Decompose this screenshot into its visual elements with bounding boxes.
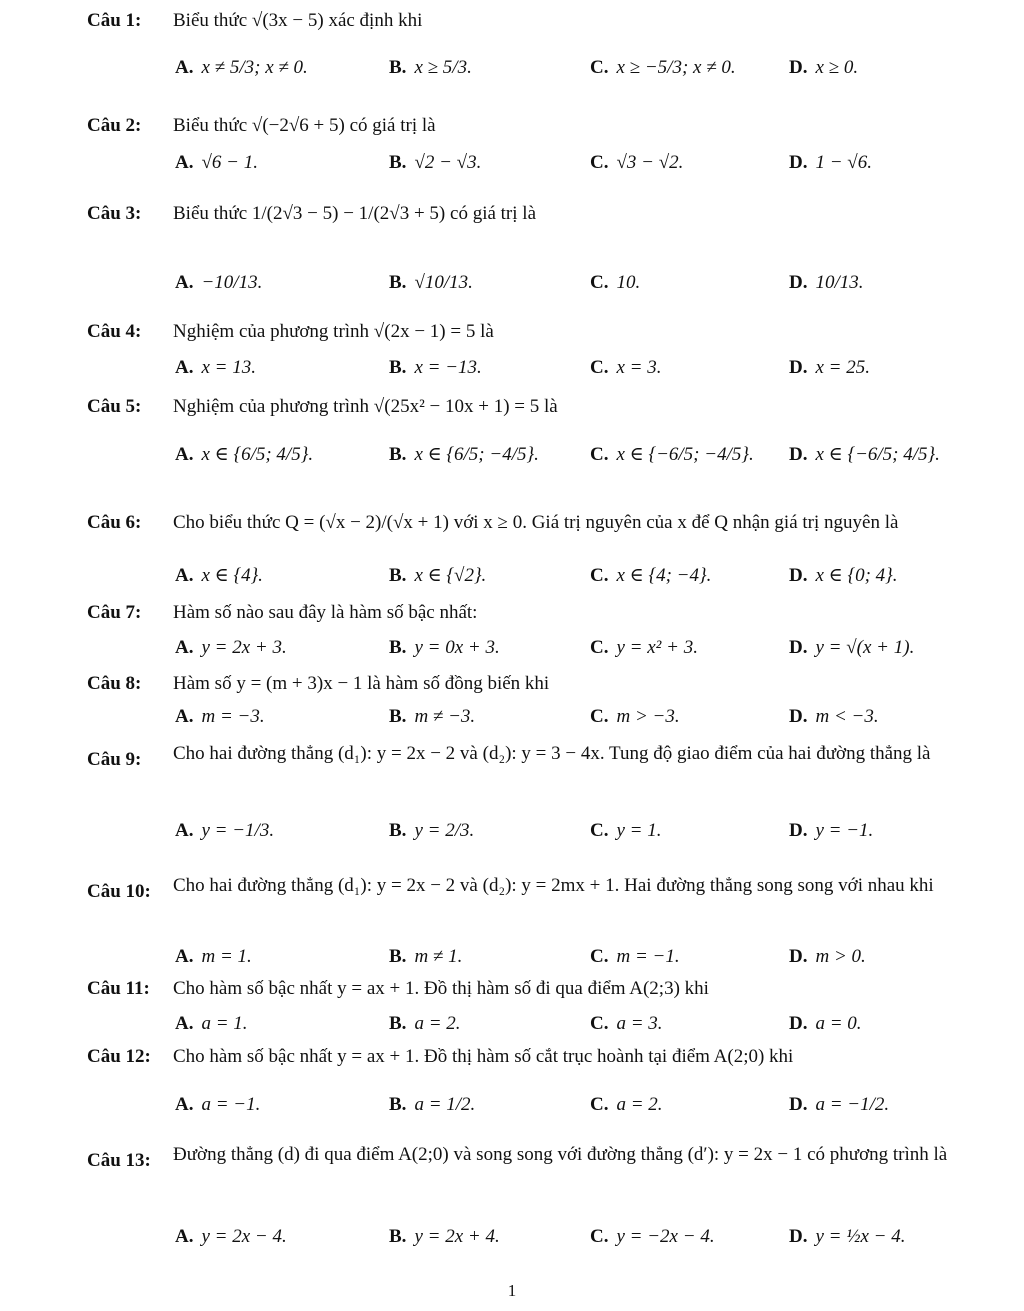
- question-number: Câu 9:: [87, 749, 142, 770]
- option-c[interactable]: C. y = x² + 3.: [590, 637, 698, 658]
- question-3-options: [175, 270, 975, 296]
- option-b[interactable]: B. a = 1/2.: [389, 1094, 476, 1115]
- option-c[interactable]: C. m = −1.: [590, 946, 680, 967]
- question-text: Biểu thức √(−2√6 + 5) có giá trị là: [173, 115, 436, 136]
- option-a[interactable]: A. y = −1/3.: [175, 820, 275, 841]
- option-c[interactable]: C. a = 3.: [590, 1013, 663, 1034]
- question-text: Đường thẳng (d) đi qua điểm A(2;0) và song song với đường thẳng (d′): y = 2x − 1 có phương trình là: [173, 1144, 948, 1165]
- question-number: Câu 7:: [87, 602, 142, 623]
- question-text: Hàm số nào sau đây là hàm số bậc nhất:: [173, 602, 478, 623]
- question-13: [87, 1138, 997, 1172]
- option-a[interactable]: A. a = −1.: [175, 1094, 261, 1115]
- option-c[interactable]: C. a = 2.: [590, 1094, 663, 1115]
- question-12: [87, 1046, 997, 1068]
- question-text: Nghiệm của phương trình √(25x² − 10x + 1) = 5 là: [173, 396, 558, 417]
- question-text: Cho biểu thức Q = (√x − 2)/(√x + 1) với x ≥ 0. Giá trị nguyên của x để Q nhận giá trị nguyên là: [173, 512, 899, 533]
- option-d[interactable]: D. y = ½x − 4.: [789, 1226, 906, 1247]
- option-d[interactable]: D. x ∈ {−6/5; 4/5}.: [789, 444, 940, 465]
- question-text: Cho hàm số bậc nhất y = ax + 1. Đồ thị hàm số đi qua điểm A(2;3) khi: [173, 978, 709, 999]
- question-1: [87, 10, 997, 32]
- question-5: [87, 396, 997, 418]
- question-9: [87, 737, 997, 771]
- option-c[interactable]: C. y = 1.: [590, 820, 662, 841]
- question-number: Câu 4:: [87, 321, 142, 342]
- option-c[interactable]: C. x ∈ {−6/5; −4/5}.: [590, 444, 754, 465]
- option-b[interactable]: B. x ∈ {6/5; −4/5}.: [389, 444, 539, 465]
- option-a[interactable]: A. a = 1.: [175, 1013, 248, 1034]
- question-text: Biểu thức 1/(2√3 − 5) − 1/(2√3 + 5) có giá trị là: [173, 203, 537, 224]
- option-c[interactable]: C. x ∈ {4; −4}.: [590, 565, 712, 586]
- question-8-options: [175, 704, 975, 730]
- option-d[interactable]: D. 1 − √6.: [789, 152, 872, 173]
- option-c[interactable]: C. x = 3.: [590, 357, 662, 378]
- option-d[interactable]: D. m < −3.: [789, 706, 879, 727]
- option-d[interactable]: D. 10/13.: [789, 272, 864, 293]
- question-number: Câu 13:: [87, 1150, 151, 1171]
- question-2-options: [175, 150, 975, 176]
- option-c[interactable]: C. x ≥ −5/3; x ≠ 0.: [590, 57, 736, 78]
- question-text: Cho hai đường thẳng (d₁): y = 2x − 2 và (d₂): y = 2mx + 1. Hai đường thẳng song song với nhau khi: [173, 875, 934, 896]
- question-text: Cho hai đường thẳng (d₁): y = 2x − 2 và (d₂): y = 3 − 4x. Tung độ giao điểm của hai đường thẳng là: [173, 743, 931, 764]
- question-12-options: [175, 1092, 975, 1118]
- option-b[interactable]: B. y = 2/3.: [389, 820, 475, 841]
- option-d[interactable]: D. a = −1/2.: [789, 1094, 890, 1115]
- question-10-options: [175, 944, 975, 970]
- question-number: Câu 6:: [87, 512, 142, 533]
- option-b[interactable]: B. x = −13.: [389, 357, 482, 378]
- option-a[interactable]: A. √6 − 1.: [175, 152, 258, 173]
- question-2: [87, 115, 997, 137]
- option-a[interactable]: A. x = 13.: [175, 357, 256, 378]
- option-b[interactable]: B. √10/13.: [389, 272, 473, 293]
- question-number: Câu 11:: [87, 978, 150, 999]
- option-a[interactable]: A. x ∈ {4}.: [175, 565, 263, 586]
- option-d[interactable]: D. y = √(x + 1).: [789, 637, 915, 658]
- option-a[interactable]: A. −10/13.: [175, 272, 263, 293]
- question-5-options: [175, 442, 975, 468]
- option-b[interactable]: B. y = 0x + 3.: [389, 637, 500, 658]
- question-9-options: [175, 818, 975, 844]
- option-d[interactable]: D. m > 0.: [789, 946, 866, 967]
- option-b[interactable]: B. x ≥ 5/3.: [389, 57, 472, 78]
- option-d[interactable]: D. x ≥ 0.: [789, 57, 859, 78]
- option-d[interactable]: D. a = 0.: [789, 1013, 862, 1034]
- question-11-options: [175, 1011, 975, 1037]
- option-a[interactable]: A. m = −3.: [175, 706, 265, 727]
- question-11: [87, 978, 997, 1000]
- option-a[interactable]: A. x ≠ 5/3; x ≠ 0.: [175, 57, 308, 78]
- question-10: [87, 869, 997, 903]
- question-text: Hàm số y = (m + 3)x − 1 là hàm số đồng biến khi: [173, 673, 550, 694]
- option-a[interactable]: A. x ∈ {6/5; 4/5}.: [175, 444, 314, 465]
- question-7-options: [175, 635, 975, 661]
- question-4-options: [175, 355, 975, 381]
- question-text: Nghiệm của phương trình √(2x − 1) = 5 là: [173, 321, 494, 342]
- option-a[interactable]: A. y = 2x − 4.: [175, 1226, 287, 1247]
- option-b[interactable]: B. x ∈ {√2}.: [389, 565, 487, 586]
- question-6: [87, 512, 997, 534]
- option-c[interactable]: C. 10.: [590, 272, 641, 293]
- option-d[interactable]: D. y = −1.: [789, 820, 874, 841]
- option-b[interactable]: B. m ≠ −3.: [389, 706, 476, 727]
- question-7: [87, 602, 997, 624]
- question-3: [87, 203, 997, 225]
- question-number: Câu 2:: [87, 115, 142, 136]
- option-b[interactable]: B. √2 − √3.: [389, 152, 482, 173]
- question-13-options: [175, 1224, 975, 1250]
- option-a[interactable]: A. m = 1.: [175, 946, 252, 967]
- question-number: Câu 5:: [87, 396, 142, 417]
- question-8: [87, 673, 997, 695]
- question-text: Cho hàm số bậc nhất y = ax + 1. Đồ thị hàm số cắt trục hoành tại điểm A(2;0) khi: [173, 1046, 794, 1067]
- question-text: Biểu thức √(3x − 5) xác định khi: [173, 10, 423, 31]
- question-4: [87, 321, 997, 343]
- option-b[interactable]: B. y = 2x + 4.: [389, 1226, 500, 1247]
- option-a[interactable]: A. y = 2x + 3.: [175, 637, 287, 658]
- question-1-options: [175, 55, 975, 81]
- question-number: Câu 10:: [87, 881, 151, 902]
- option-d[interactable]: D. x = 25.: [789, 357, 870, 378]
- option-c[interactable]: C. √3 − √2.: [590, 152, 684, 173]
- option-c[interactable]: C. y = −2x − 4.: [590, 1226, 715, 1247]
- question-number: Câu 1:: [87, 10, 142, 31]
- question-number: Câu 3:: [87, 203, 142, 224]
- question-number: Câu 8:: [87, 673, 142, 694]
- option-b[interactable]: B. m ≠ 1.: [389, 946, 463, 967]
- option-b[interactable]: B. a = 2.: [389, 1013, 461, 1034]
- page-number: 1: [507, 1281, 517, 1300]
- question-number: Câu 12:: [87, 1046, 151, 1067]
- option-d[interactable]: D. x ∈ {0; 4}.: [789, 565, 898, 586]
- question-6-options: [175, 563, 975, 589]
- option-c[interactable]: C. m > −3.: [590, 706, 680, 727]
